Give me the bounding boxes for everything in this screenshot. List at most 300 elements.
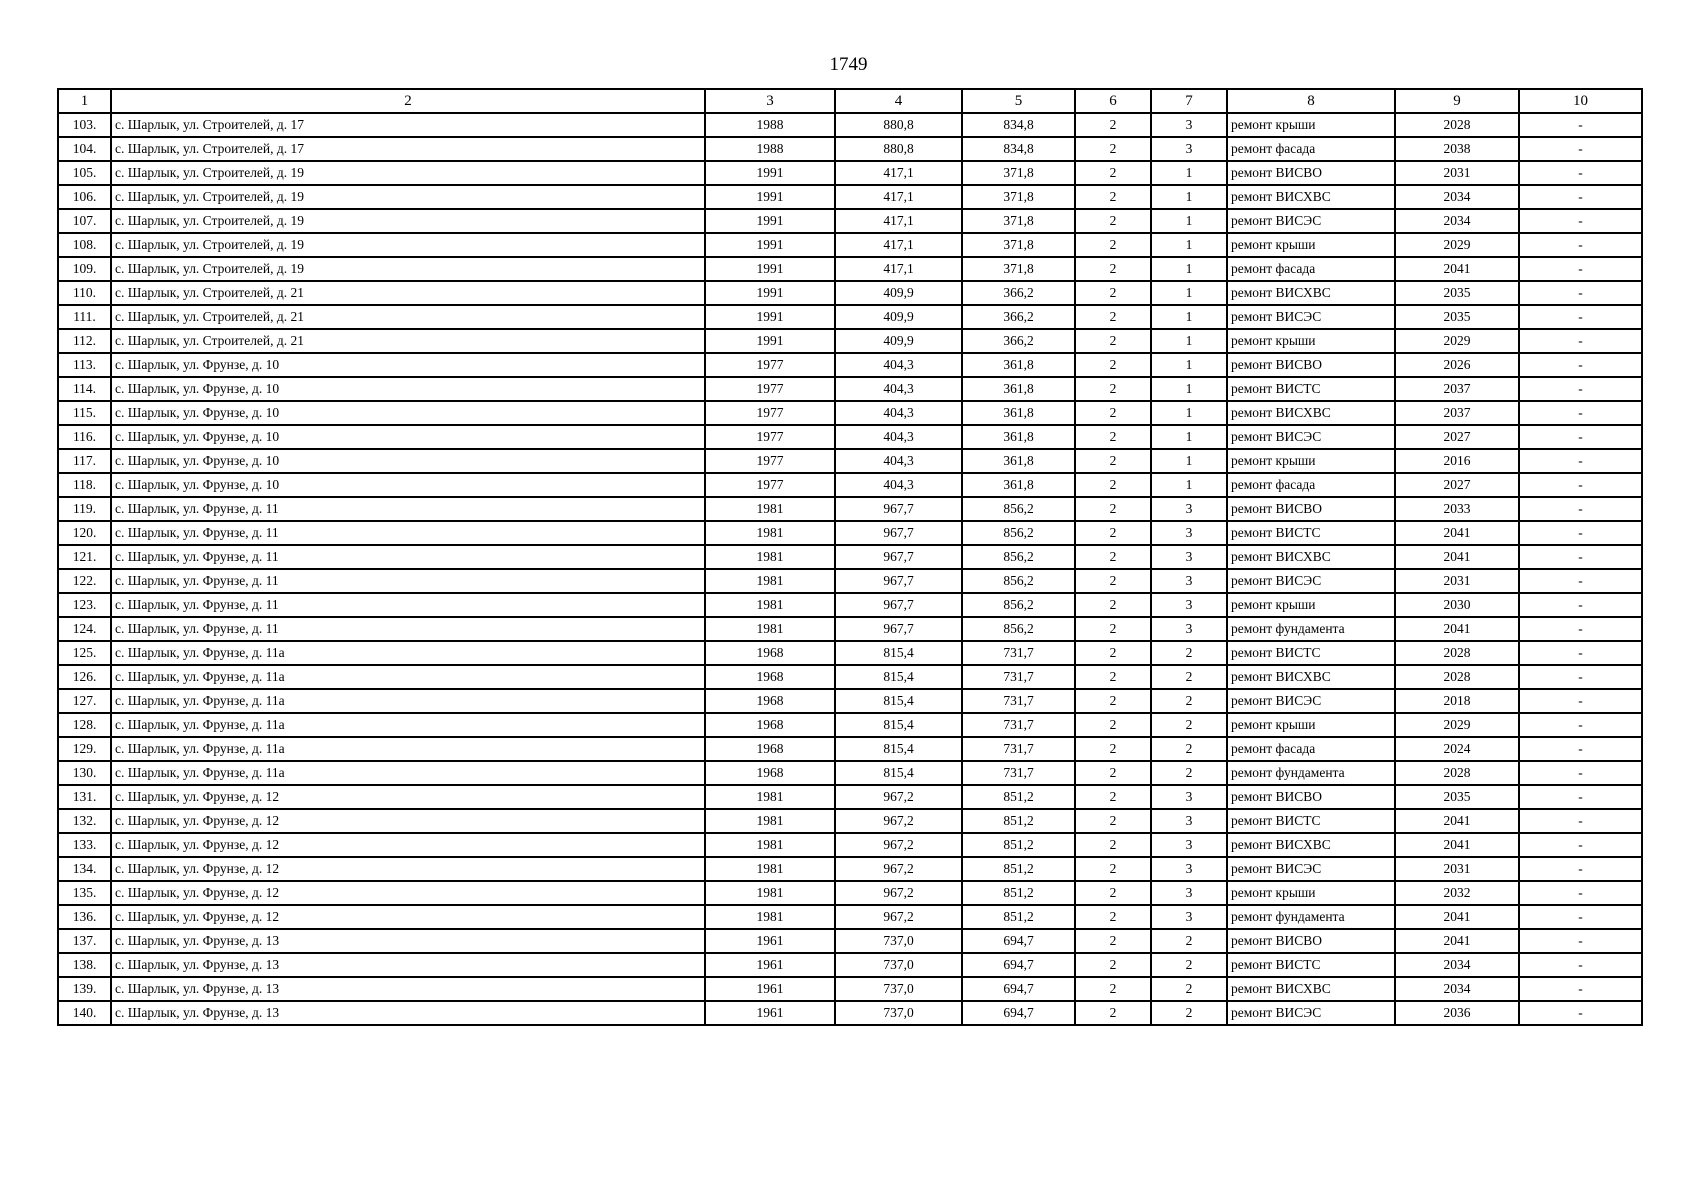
table-row	[58, 233, 1642, 257]
cell-total-area: 967,7	[835, 497, 962, 521]
cell-planned-year: 2041	[1395, 905, 1519, 929]
cell-living-area: 371,8	[962, 233, 1075, 257]
cell-total-area: 404,3	[835, 377, 962, 401]
cell-work-type: ремонт ВИСВО	[1227, 497, 1395, 521]
cell-year-built: 1977	[705, 425, 835, 449]
cell-work-type: ремонт ВИСТС	[1227, 521, 1395, 545]
cell-planned-year: 2032	[1395, 881, 1519, 905]
column-header-6: 6	[1075, 89, 1151, 113]
table-row	[58, 977, 1642, 1001]
table-row	[58, 497, 1642, 521]
cell-address: с. Шарлык, ул. Фрунзе, д. 13	[111, 953, 705, 977]
cell-address: с. Шарлык, ул. Фрунзе, д. 12	[111, 905, 705, 929]
cell-planned-year: 2035	[1395, 785, 1519, 809]
cell-row-number: 124.	[58, 617, 111, 641]
cell-row-number: 127.	[58, 689, 111, 713]
cell-total-area: 737,0	[835, 929, 962, 953]
cell-entrances: 2	[1151, 761, 1227, 785]
cell-total-area: 967,7	[835, 545, 962, 569]
cell-work-type: ремонт крыши	[1227, 233, 1395, 257]
cell-living-area: 856,2	[962, 569, 1075, 593]
cell-floors: 2	[1075, 305, 1151, 329]
table-row	[58, 641, 1642, 665]
cell-floors: 2	[1075, 569, 1151, 593]
table-row	[58, 785, 1642, 809]
cell-row-number: 137.	[58, 929, 111, 953]
cell-floors: 2	[1075, 233, 1151, 257]
cell-note: -	[1519, 905, 1642, 929]
cell-work-type: ремонт крыши	[1227, 713, 1395, 737]
cell-total-area: 967,7	[835, 521, 962, 545]
cell-year-built: 1981	[705, 593, 835, 617]
table-row	[58, 953, 1642, 977]
cell-note: -	[1519, 425, 1642, 449]
cell-year-built: 1991	[705, 305, 835, 329]
table-row	[58, 329, 1642, 353]
cell-floors: 2	[1075, 281, 1151, 305]
cell-floors: 2	[1075, 737, 1151, 761]
cell-row-number: 138.	[58, 953, 111, 977]
cell-note: -	[1519, 665, 1642, 689]
cell-work-type: ремонт ВИСВО	[1227, 785, 1395, 809]
cell-planned-year: 2035	[1395, 281, 1519, 305]
cell-address: с. Шарлык, ул. Фрунзе, д. 11а	[111, 737, 705, 761]
table-row	[58, 665, 1642, 689]
cell-entrances: 2	[1151, 665, 1227, 689]
cell-entrances: 3	[1151, 833, 1227, 857]
cell-work-type: ремонт ВИСЭС	[1227, 305, 1395, 329]
cell-planned-year: 2036	[1395, 1001, 1519, 1025]
cell-planned-year: 2034	[1395, 185, 1519, 209]
cell-address: с. Шарлык, ул. Фрунзе, д. 11	[111, 497, 705, 521]
cell-living-area: 851,2	[962, 809, 1075, 833]
cell-note: -	[1519, 1001, 1642, 1025]
cell-total-area: 737,0	[835, 1001, 962, 1025]
cell-entrances: 3	[1151, 857, 1227, 881]
cell-work-type: ремонт ВИСВО	[1227, 353, 1395, 377]
cell-address: с. Шарлык, ул. Фрунзе, д. 10	[111, 449, 705, 473]
cell-living-area: 371,8	[962, 257, 1075, 281]
cell-floors: 2	[1075, 449, 1151, 473]
cell-living-area: 694,7	[962, 929, 1075, 953]
column-header-8: 8	[1227, 89, 1395, 113]
cell-entrances: 1	[1151, 425, 1227, 449]
cell-planned-year: 2041	[1395, 545, 1519, 569]
cell-work-type: ремонт крыши	[1227, 881, 1395, 905]
cell-note: -	[1519, 113, 1642, 137]
cell-note: -	[1519, 593, 1642, 617]
cell-living-area: 361,8	[962, 449, 1075, 473]
cell-work-type: ремонт ВИСТС	[1227, 641, 1395, 665]
cell-address: с. Шарлык, ул. Строителей, д. 21	[111, 281, 705, 305]
cell-address: с. Шарлык, ул. Фрунзе, д. 12	[111, 881, 705, 905]
table-row	[58, 257, 1642, 281]
cell-note: -	[1519, 137, 1642, 161]
cell-living-area: 731,7	[962, 665, 1075, 689]
cell-year-built: 1981	[705, 545, 835, 569]
cell-planned-year: 2029	[1395, 233, 1519, 257]
page-number: 1749	[829, 54, 868, 75]
cell-living-area: 851,2	[962, 785, 1075, 809]
cell-address: с. Шарлык, ул. Строителей, д. 19	[111, 257, 705, 281]
cell-floors: 2	[1075, 593, 1151, 617]
cell-address: с. Шарлык, ул. Фрунзе, д. 11	[111, 617, 705, 641]
cell-planned-year: 2016	[1395, 449, 1519, 473]
cell-floors: 2	[1075, 857, 1151, 881]
cell-entrances: 3	[1151, 545, 1227, 569]
cell-entrances: 2	[1151, 713, 1227, 737]
table-row	[58, 161, 1642, 185]
cell-work-type: ремонт ВИСТС	[1227, 377, 1395, 401]
table-row	[58, 473, 1642, 497]
cell-living-area: 361,8	[962, 377, 1075, 401]
cell-row-number: 121.	[58, 545, 111, 569]
cell-entrances: 3	[1151, 137, 1227, 161]
cell-living-area: 856,2	[962, 545, 1075, 569]
table-row	[58, 905, 1642, 929]
cell-entrances: 3	[1151, 785, 1227, 809]
cell-entrances: 1	[1151, 233, 1227, 257]
cell-year-built: 1991	[705, 161, 835, 185]
cell-floors: 2	[1075, 185, 1151, 209]
cell-entrances: 1	[1151, 257, 1227, 281]
cell-total-area: 404,3	[835, 473, 962, 497]
cell-total-area: 967,7	[835, 617, 962, 641]
cell-note: -	[1519, 209, 1642, 233]
cell-address: с. Шарлык, ул. Строителей, д. 17	[111, 113, 705, 137]
cell-total-area: 404,3	[835, 449, 962, 473]
cell-total-area: 417,1	[835, 209, 962, 233]
cell-address: с. Шарлык, ул. Фрунзе, д. 11а	[111, 761, 705, 785]
cell-address: с. Шарлык, ул. Фрунзе, д. 11	[111, 521, 705, 545]
cell-total-area: 967,2	[835, 905, 962, 929]
cell-row-number: 112.	[58, 329, 111, 353]
column-header-2: 2	[111, 89, 705, 113]
cell-note: -	[1519, 377, 1642, 401]
cell-planned-year: 2034	[1395, 953, 1519, 977]
cell-note: -	[1519, 329, 1642, 353]
table-row	[58, 185, 1642, 209]
cell-entrances: 1	[1151, 209, 1227, 233]
cell-work-type: ремонт ВИСВО	[1227, 161, 1395, 185]
cell-year-built: 1961	[705, 929, 835, 953]
cell-entrances: 3	[1151, 497, 1227, 521]
cell-floors: 2	[1075, 521, 1151, 545]
cell-planned-year: 2028	[1395, 641, 1519, 665]
cell-floors: 2	[1075, 113, 1151, 137]
cell-row-number: 139.	[58, 977, 111, 1001]
cell-year-built: 1981	[705, 785, 835, 809]
cell-work-type: ремонт фундамента	[1227, 617, 1395, 641]
table-row	[58, 593, 1642, 617]
table-row	[58, 713, 1642, 737]
cell-year-built: 1968	[705, 761, 835, 785]
cell-floors: 2	[1075, 425, 1151, 449]
cell-entrances: 3	[1151, 521, 1227, 545]
cell-address: с. Шарлык, ул. Фрунзе, д. 11	[111, 593, 705, 617]
cell-row-number: 110.	[58, 281, 111, 305]
cell-entrances: 3	[1151, 593, 1227, 617]
cell-entrances: 3	[1151, 809, 1227, 833]
cell-note: -	[1519, 785, 1642, 809]
cell-living-area: 371,8	[962, 209, 1075, 233]
cell-entrances: 3	[1151, 617, 1227, 641]
cell-row-number: 111.	[58, 305, 111, 329]
cell-work-type: ремонт ВИСТС	[1227, 953, 1395, 977]
cell-work-type: ремонт крыши	[1227, 593, 1395, 617]
cell-planned-year: 2041	[1395, 617, 1519, 641]
cell-year-built: 1981	[705, 857, 835, 881]
cell-planned-year: 2030	[1395, 593, 1519, 617]
cell-work-type: ремонт ВИСХВС	[1227, 281, 1395, 305]
cell-living-area: 851,2	[962, 857, 1075, 881]
cell-row-number: 129.	[58, 737, 111, 761]
cell-work-type: ремонт крыши	[1227, 449, 1395, 473]
table-row	[58, 137, 1642, 161]
cell-total-area: 404,3	[835, 425, 962, 449]
cell-year-built: 1961	[705, 1001, 835, 1025]
cell-note: -	[1519, 617, 1642, 641]
cell-work-type: ремонт ВИСЭС	[1227, 689, 1395, 713]
cell-total-area: 815,4	[835, 713, 962, 737]
cell-address: с. Шарлык, ул. Фрунзе, д. 10	[111, 425, 705, 449]
cell-year-built: 1981	[705, 905, 835, 929]
cell-note: -	[1519, 713, 1642, 737]
cell-floors: 2	[1075, 713, 1151, 737]
cell-entrances: 1	[1151, 401, 1227, 425]
cell-address: с. Шарлык, ул. Фрунзе, д. 10	[111, 473, 705, 497]
cell-living-area: 731,7	[962, 689, 1075, 713]
cell-address: с. Шарлык, ул. Фрунзе, д. 12	[111, 833, 705, 857]
cell-row-number: 128.	[58, 713, 111, 737]
cell-row-number: 114.	[58, 377, 111, 401]
column-header-7: 7	[1151, 89, 1227, 113]
cell-floors: 2	[1075, 329, 1151, 353]
cell-work-type: ремонт ВИСЭС	[1227, 425, 1395, 449]
cell-living-area: 366,2	[962, 329, 1075, 353]
cell-year-built: 1981	[705, 833, 835, 857]
cell-note: -	[1519, 185, 1642, 209]
cell-total-area: 417,1	[835, 233, 962, 257]
cell-work-type: ремонт фасада	[1227, 473, 1395, 497]
cell-planned-year: 2041	[1395, 929, 1519, 953]
cell-year-built: 1988	[705, 137, 835, 161]
cell-note: -	[1519, 761, 1642, 785]
table-row	[58, 353, 1642, 377]
cell-address: с. Шарлык, ул. Фрунзе, д. 13	[111, 929, 705, 953]
cell-total-area: 967,7	[835, 593, 962, 617]
cell-note: -	[1519, 569, 1642, 593]
cell-entrances: 2	[1151, 737, 1227, 761]
cell-entrances: 1	[1151, 449, 1227, 473]
cell-total-area: 967,2	[835, 857, 962, 881]
column-header-5: 5	[962, 89, 1075, 113]
cell-row-number: 140.	[58, 1001, 111, 1025]
cell-note: -	[1519, 641, 1642, 665]
cell-planned-year: 2034	[1395, 977, 1519, 1001]
cell-planned-year: 2031	[1395, 569, 1519, 593]
cell-floors: 2	[1075, 689, 1151, 713]
cell-row-number: 126.	[58, 665, 111, 689]
cell-address: с. Шарлык, ул. Строителей, д. 21	[111, 305, 705, 329]
cell-row-number: 105.	[58, 161, 111, 185]
cell-address: с. Шарлык, ул. Строителей, д. 19	[111, 161, 705, 185]
cell-living-area: 366,2	[962, 305, 1075, 329]
cell-year-built: 1968	[705, 713, 835, 737]
cell-floors: 2	[1075, 953, 1151, 977]
table-row	[58, 401, 1642, 425]
cell-planned-year: 2024	[1395, 737, 1519, 761]
cell-floors: 2	[1075, 905, 1151, 929]
cell-address: с. Шарлык, ул. Строителей, д. 19	[111, 185, 705, 209]
cell-floors: 2	[1075, 785, 1151, 809]
cell-row-number: 107.	[58, 209, 111, 233]
cell-address: с. Шарлык, ул. Строителей, д. 21	[111, 329, 705, 353]
cell-floors: 2	[1075, 401, 1151, 425]
cell-living-area: 361,8	[962, 401, 1075, 425]
cell-entrances: 1	[1151, 329, 1227, 353]
cell-entrances: 1	[1151, 161, 1227, 185]
table-row	[58, 569, 1642, 593]
cell-total-area: 737,0	[835, 953, 962, 977]
cell-total-area: 409,9	[835, 281, 962, 305]
cell-work-type: ремонт крыши	[1227, 329, 1395, 353]
cell-year-built: 1977	[705, 401, 835, 425]
column-header-10: 10	[1519, 89, 1642, 113]
cell-floors: 2	[1075, 761, 1151, 785]
cell-total-area: 417,1	[835, 185, 962, 209]
cell-entrances: 3	[1151, 905, 1227, 929]
cell-address: с. Шарлык, ул. Фрунзе, д. 10	[111, 353, 705, 377]
cell-year-built: 1968	[705, 737, 835, 761]
cell-total-area: 815,4	[835, 665, 962, 689]
cell-year-built: 1961	[705, 977, 835, 1001]
cell-row-number: 116.	[58, 425, 111, 449]
cell-row-number: 125.	[58, 641, 111, 665]
cell-note: -	[1519, 497, 1642, 521]
cell-note: -	[1519, 257, 1642, 281]
cell-address: с. Шарлык, ул. Фрунзе, д. 10	[111, 377, 705, 401]
cell-work-type: ремонт ВИСХВС	[1227, 185, 1395, 209]
cell-planned-year: 2031	[1395, 857, 1519, 881]
cell-living-area: 731,7	[962, 641, 1075, 665]
cell-living-area: 856,2	[962, 617, 1075, 641]
table-row	[58, 281, 1642, 305]
cell-year-built: 1968	[705, 665, 835, 689]
cell-living-area: 694,7	[962, 1001, 1075, 1025]
cell-note: -	[1519, 737, 1642, 761]
table-row	[58, 521, 1642, 545]
cell-living-area: 694,7	[962, 953, 1075, 977]
cell-row-number: 136.	[58, 905, 111, 929]
cell-living-area: 371,8	[962, 161, 1075, 185]
cell-floors: 2	[1075, 617, 1151, 641]
cell-floors: 2	[1075, 497, 1151, 521]
cell-note: -	[1519, 881, 1642, 905]
cell-work-type: ремонт ВИСЭС	[1227, 569, 1395, 593]
cell-planned-year: 2029	[1395, 713, 1519, 737]
cell-year-built: 1981	[705, 521, 835, 545]
cell-note: -	[1519, 545, 1642, 569]
cell-planned-year: 2026	[1395, 353, 1519, 377]
cell-living-area: 731,7	[962, 737, 1075, 761]
cell-year-built: 1981	[705, 569, 835, 593]
cell-row-number: 104.	[58, 137, 111, 161]
cell-note: -	[1519, 305, 1642, 329]
cell-work-type: ремонт фасада	[1227, 737, 1395, 761]
column-header-1: 1	[58, 89, 111, 113]
cell-total-area: 880,8	[835, 137, 962, 161]
cell-note: -	[1519, 161, 1642, 185]
cell-year-built: 1981	[705, 497, 835, 521]
cell-total-area: 815,4	[835, 761, 962, 785]
cell-planned-year: 2041	[1395, 809, 1519, 833]
cell-address: с. Шарлык, ул. Фрунзе, д. 11	[111, 545, 705, 569]
cell-total-area: 967,2	[835, 833, 962, 857]
cell-note: -	[1519, 929, 1642, 953]
cell-entrances: 3	[1151, 881, 1227, 905]
cell-total-area: 967,2	[835, 809, 962, 833]
cell-row-number: 120.	[58, 521, 111, 545]
cell-planned-year: 2034	[1395, 209, 1519, 233]
table-body	[58, 113, 1642, 1025]
header-row	[58, 89, 1642, 113]
cell-address: с. Шарлык, ул. Фрунзе, д. 11а	[111, 641, 705, 665]
cell-floors: 2	[1075, 161, 1151, 185]
table-row	[58, 1001, 1642, 1025]
cell-floors: 2	[1075, 209, 1151, 233]
cell-living-area: 361,8	[962, 473, 1075, 497]
cell-planned-year: 2035	[1395, 305, 1519, 329]
cell-planned-year: 2041	[1395, 833, 1519, 857]
cell-living-area: 694,7	[962, 977, 1075, 1001]
cell-year-built: 1991	[705, 185, 835, 209]
cell-year-built: 1988	[705, 113, 835, 137]
cell-floors: 2	[1075, 809, 1151, 833]
cell-floors: 2	[1075, 353, 1151, 377]
table-row	[58, 617, 1642, 641]
cell-year-built: 1991	[705, 209, 835, 233]
cell-address: с. Шарлык, ул. Фрунзе, д. 12	[111, 857, 705, 881]
cell-living-area: 731,7	[962, 713, 1075, 737]
cell-planned-year: 2031	[1395, 161, 1519, 185]
cell-living-area: 834,8	[962, 113, 1075, 137]
cell-row-number: 109.	[58, 257, 111, 281]
cell-year-built: 1991	[705, 329, 835, 353]
table-row	[58, 809, 1642, 833]
cell-work-type: ремонт крыши	[1227, 113, 1395, 137]
cell-year-built: 1981	[705, 881, 835, 905]
cell-work-type: ремонт фундамента	[1227, 905, 1395, 929]
cell-floors: 2	[1075, 977, 1151, 1001]
cell-entrances: 1	[1151, 305, 1227, 329]
cell-note: -	[1519, 977, 1642, 1001]
cell-work-type: ремонт ВИСХВС	[1227, 977, 1395, 1001]
cell-living-area: 371,8	[962, 185, 1075, 209]
cell-year-built: 1968	[705, 641, 835, 665]
cell-floors: 2	[1075, 257, 1151, 281]
cell-address: с. Шарлык, ул. Фрунзе, д. 12	[111, 809, 705, 833]
cell-note: -	[1519, 833, 1642, 857]
cell-work-type: ремонт фасада	[1227, 137, 1395, 161]
cell-planned-year: 2038	[1395, 137, 1519, 161]
cell-address: с. Шарлык, ул. Строителей, д. 19	[111, 233, 705, 257]
cell-total-area: 815,4	[835, 641, 962, 665]
cell-note: -	[1519, 473, 1642, 497]
cell-floors: 2	[1075, 833, 1151, 857]
cell-total-area: 967,2	[835, 785, 962, 809]
cell-address: с. Шарлык, ул. Фрунзе, д. 13	[111, 1001, 705, 1025]
